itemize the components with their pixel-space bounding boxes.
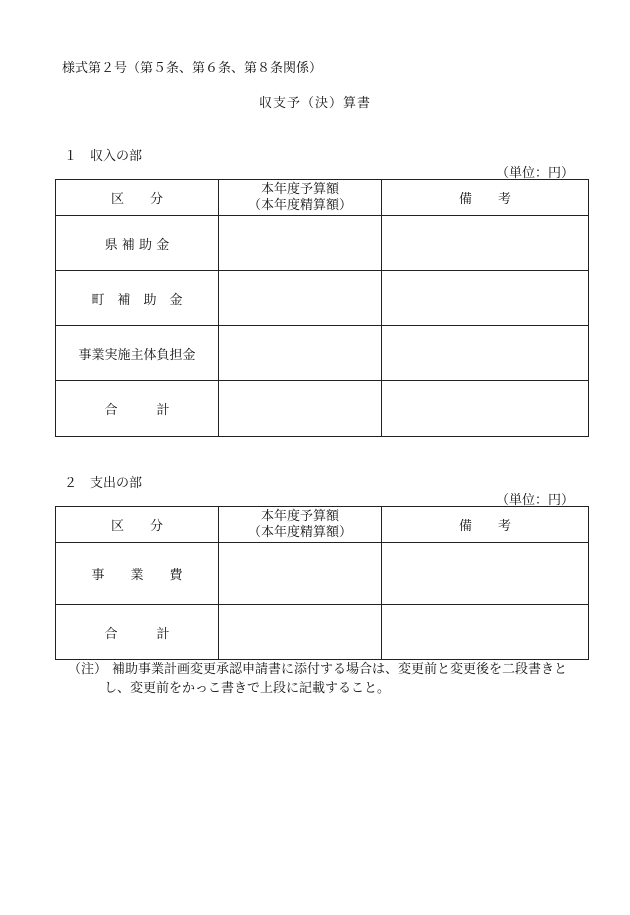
document-title: 収支予（決）算書 xyxy=(258,96,371,111)
income-remarks-cell[interactable] xyxy=(382,326,589,381)
expense-header-category: 区 分 xyxy=(56,507,219,543)
expense-header-amount xyxy=(219,507,382,543)
expense-header-remarks: 備 考 xyxy=(382,507,589,543)
income-row-label: 町 補 助 金 xyxy=(56,271,219,326)
income-table xyxy=(55,179,589,437)
footnote-line1: 補助事業計画変更承認申請書に添付する場合は、変更前と変更後を二段書きと xyxy=(112,662,568,677)
income-row-implementer-burden xyxy=(56,326,589,381)
income-remarks-cell[interactable] xyxy=(382,216,589,271)
income-row-label: 事業実施主体負担金 xyxy=(56,326,219,381)
expense-header-amount-line2: （本年度精算額） xyxy=(247,524,352,540)
expense-remarks-cell[interactable] xyxy=(382,543,589,605)
income-header-amount xyxy=(219,180,382,216)
expense-row-label: 合 計 xyxy=(56,605,219,660)
expense-table xyxy=(55,506,589,660)
expense-amount-cell[interactable] xyxy=(219,543,382,605)
expense-row-label: 事 業 費 xyxy=(56,543,219,605)
footnote-line2: し、変更前をかっこ書きで上段に記載すること。 xyxy=(104,681,391,696)
income-section-heading: １ 収入の部 xyxy=(64,149,143,164)
expense-amount-cell[interactable] xyxy=(219,605,382,660)
income-row-label: 合 計 xyxy=(56,381,219,437)
income-row-total xyxy=(56,381,589,437)
income-amount-cell[interactable] xyxy=(219,216,382,271)
expense-header-amount-line1: 本年度予算額 xyxy=(260,508,339,524)
income-header-row xyxy=(56,180,589,216)
income-remarks-cell[interactable] xyxy=(382,271,589,326)
income-amount-cell[interactable] xyxy=(219,271,382,326)
expense-remarks-cell[interactable] xyxy=(382,605,589,660)
income-amount-cell[interactable] xyxy=(219,381,382,437)
income-header-amount-line2: （本年度精算額） xyxy=(247,197,352,213)
income-unit-label: （単位：円） xyxy=(495,166,574,181)
income-header-amount-line1: 本年度予算額 xyxy=(260,181,339,197)
expense-row-total xyxy=(56,605,589,660)
expense-header-row xyxy=(56,507,589,543)
income-row-town-subsidy xyxy=(56,271,589,326)
income-row-label: 県 補 助 金 xyxy=(56,216,219,271)
expense-unit-label: （単位：円） xyxy=(495,493,574,508)
income-row-prefecture-subsidy xyxy=(56,216,589,271)
expense-section-heading: ２ 支出の部 xyxy=(64,476,143,491)
income-amount-cell[interactable] xyxy=(219,326,382,381)
income-header-remarks: 備 考 xyxy=(382,180,589,216)
footnote-mark: （注） xyxy=(68,662,108,677)
expense-row-project-cost xyxy=(56,543,589,605)
income-remarks-cell[interactable] xyxy=(382,381,589,437)
income-header-category: 区 分 xyxy=(56,180,219,216)
form-number-label: 様式第２号（第５条、第６条、第８条関係） xyxy=(62,61,323,76)
